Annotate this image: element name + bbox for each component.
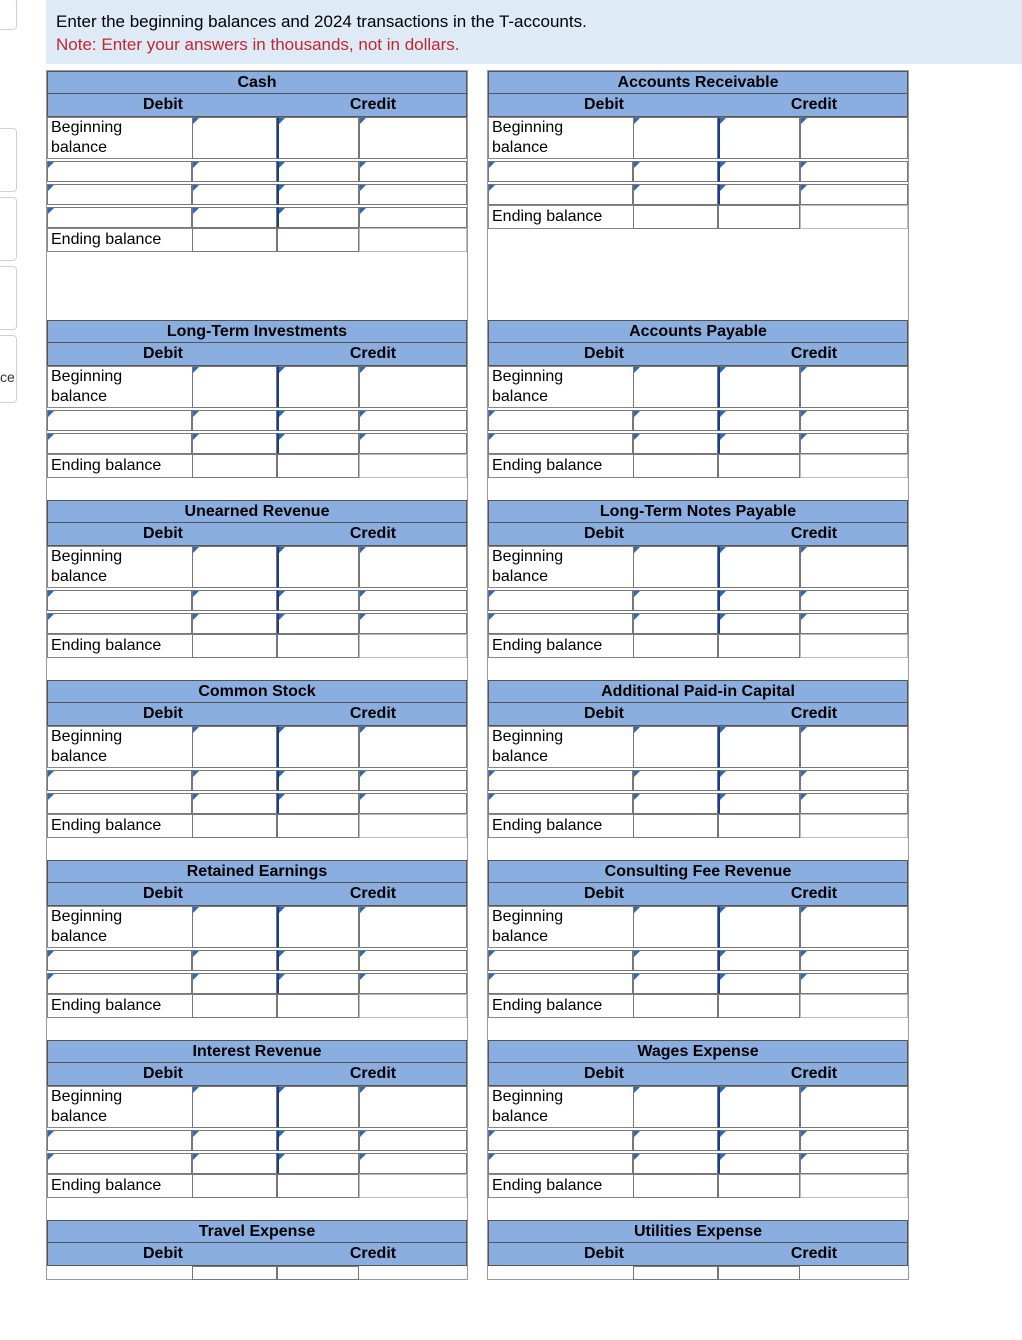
- credit-header: Credit: [790, 885, 838, 902]
- debit-header: Debit: [143, 1245, 183, 1262]
- transaction-amount-input[interactable]: [718, 184, 800, 205]
- transaction-credit-label-input[interactable]: [359, 770, 467, 791]
- instruction-banner: [46, 0, 1022, 64]
- beginning-balance-label: Beginning: [492, 119, 564, 136]
- beginning-credit-amount-input[interactable]: [800, 1086, 908, 1128]
- transaction-amount-input[interactable]: [192, 410, 277, 431]
- transaction-label-input[interactable]: [47, 793, 192, 814]
- transaction-credit-label-input[interactable]: [359, 1130, 467, 1151]
- credit-header: Credit: [349, 1245, 397, 1262]
- transaction-credit-label-input[interactable]: [359, 184, 467, 205]
- transaction-label-input[interactable]: [488, 613, 633, 634]
- ending-balance-label: Ending balance: [51, 457, 162, 474]
- beginning-credit-input[interactable]: [277, 726, 359, 768]
- ending-credit-input[interactable]: [277, 814, 359, 838]
- t-account-wages-expense: [488, 1040, 908, 1340]
- beginning-credit-amount-input[interactable]: [359, 546, 467, 588]
- transaction-amount-input[interactable]: [633, 161, 718, 182]
- ending-credit-input[interactable]: [277, 1174, 359, 1198]
- beginning-debit-input[interactable]: [192, 906, 277, 948]
- ending-debit-input[interactable]: [633, 814, 718, 838]
- beginning-debit-input[interactable]: [633, 1266, 718, 1280]
- beginning-debit-input[interactable]: [633, 366, 718, 408]
- ending-balance-label: Ending balance: [51, 637, 162, 654]
- gutter-tab[interactable]: [0, 197, 17, 261]
- ending-empty-cell: [800, 205, 908, 229]
- debit-header: Debit: [143, 345, 183, 362]
- left-gutter: [0, 0, 18, 1270]
- transaction-amount-input[interactable]: [277, 973, 359, 994]
- transaction-label-input[interactable]: [488, 410, 633, 431]
- ending-balance-label: Ending balance: [492, 997, 603, 1014]
- account-title: Additional Paid-in Capital: [488, 680, 908, 703]
- transaction-credit-label-input[interactable]: [800, 973, 908, 994]
- transaction-amount-input[interactable]: [633, 590, 718, 611]
- credit-header: Credit: [790, 96, 838, 113]
- beginning-debit-input[interactable]: [633, 906, 718, 948]
- ending-empty-cell: [359, 228, 467, 252]
- transaction-label-input[interactable]: [47, 184, 192, 205]
- credit-header: Credit: [790, 1245, 838, 1262]
- transaction-credit-label-input[interactable]: [359, 950, 467, 971]
- transaction-amount-input[interactable]: [633, 973, 718, 994]
- credit-header: Credit: [349, 345, 397, 362]
- transaction-amount-input[interactable]: [192, 950, 277, 971]
- beginning-debit-input[interactable]: [633, 1086, 718, 1128]
- instruction-text: Enter the beginning balances and 2024 transactions in the T-accounts.: [56, 12, 587, 31]
- ending-balance-label: Ending balance: [51, 997, 162, 1014]
- beginning-balance-label: Beginning: [492, 728, 564, 745]
- beginning-credit-amount-input[interactable]: [800, 546, 908, 588]
- transaction-credit-label-input[interactable]: [800, 410, 908, 431]
- debit-header: Debit: [584, 1065, 624, 1082]
- transaction-amount-input[interactable]: [633, 613, 718, 634]
- beginning-credit-input[interactable]: [718, 726, 800, 768]
- beginning-credit-input[interactable]: [277, 1266, 359, 1280]
- beginning-balance-label: balance: [51, 139, 108, 156]
- beginning-credit-amount-input[interactable]: [800, 366, 908, 408]
- transaction-label-input[interactable]: [47, 770, 192, 791]
- account-title: Unearned Revenue: [47, 500, 467, 523]
- transaction-amount-input[interactable]: [277, 161, 359, 182]
- ending-debit-input[interactable]: [633, 634, 718, 658]
- account-title: Accounts Receivable: [488, 71, 908, 94]
- transaction-amount-input[interactable]: [192, 207, 277, 228]
- transaction-amount-input[interactable]: [633, 184, 718, 205]
- ending-empty-cell: [800, 1174, 908, 1198]
- ending-empty-cell: [800, 814, 908, 838]
- t-account-travel-expense: [47, 1220, 467, 1280]
- t-account-utilities-expense: [488, 1220, 908, 1280]
- ending-credit-input[interactable]: [277, 634, 359, 658]
- debit-credit-header: [47, 94, 467, 117]
- ending-debit-input[interactable]: [633, 994, 718, 1018]
- ending-balance-label: Ending balance: [492, 637, 603, 654]
- transaction-amount-input[interactable]: [718, 161, 800, 182]
- ending-balance-label: Ending balance: [51, 1177, 162, 1194]
- transaction-label-input[interactable]: [488, 950, 633, 971]
- ending-debit-input[interactable]: [192, 1174, 277, 1198]
- beginning-credit-input[interactable]: [718, 366, 800, 408]
- ending-credit-input[interactable]: [718, 454, 800, 478]
- transaction-label-input[interactable]: [47, 1153, 192, 1174]
- ending-credit-input[interactable]: [718, 814, 800, 838]
- beginning-credit-input[interactable]: [277, 366, 359, 408]
- transaction-label-input[interactable]: [47, 950, 192, 971]
- debit-credit-header: [47, 703, 467, 726]
- ending-balance-label: Ending balance: [51, 817, 162, 834]
- ending-balance-label: Ending balance: [492, 208, 603, 225]
- transaction-label-input[interactable]: [488, 1130, 633, 1151]
- account-title: Common Stock: [47, 680, 467, 703]
- transaction-amount-input[interactable]: [633, 1153, 718, 1174]
- ending-debit-input[interactable]: [192, 228, 277, 252]
- transaction-amount-input[interactable]: [277, 613, 359, 634]
- transaction-amount-input[interactable]: [718, 793, 800, 814]
- beginning-debit-input[interactable]: [192, 366, 277, 408]
- t-account-interest-revenue: [47, 1040, 467, 1340]
- beginning-balance-label: Beginning: [492, 1088, 564, 1105]
- credit-header: Credit: [349, 885, 397, 902]
- credit-header: Credit: [790, 345, 838, 362]
- transaction-label-input[interactable]: [488, 433, 633, 454]
- transaction-amount-input[interactable]: [718, 590, 800, 611]
- account-title: Wages Expense: [488, 1040, 908, 1063]
- transaction-credit-label-input[interactable]: [800, 613, 908, 634]
- transaction-amount-input[interactable]: [718, 410, 800, 431]
- beginning-credit-input[interactable]: [718, 1266, 800, 1280]
- transaction-amount-input[interactable]: [277, 1130, 359, 1151]
- transaction-amount-input[interactable]: [718, 1153, 800, 1174]
- transaction-amount-input[interactable]: [192, 184, 277, 205]
- transaction-amount-input[interactable]: [192, 613, 277, 634]
- debit-header: Debit: [584, 96, 624, 113]
- transaction-label-input[interactable]: [488, 973, 633, 994]
- beginning-credit-amount-input[interactable]: [800, 906, 908, 948]
- beginning-credit-amount-input[interactable]: [800, 726, 908, 768]
- transaction-label-input[interactable]: [488, 1153, 633, 1174]
- account-title: Long-Term Investments: [47, 320, 467, 343]
- debit-credit-header: [47, 1243, 467, 1266]
- debit-credit-header: [488, 1063, 908, 1086]
- account-title: Cash: [47, 71, 467, 94]
- ending-empty-cell: [359, 634, 467, 658]
- beginning-balance-label: balance: [492, 568, 549, 585]
- beginning-debit-input[interactable]: [633, 117, 718, 159]
- account-title: Consulting Fee Revenue: [488, 860, 908, 883]
- ending-debit-input[interactable]: [192, 634, 277, 658]
- ending-empty-cell: [359, 454, 467, 478]
- beginning-credit-amount-input[interactable]: [800, 117, 908, 159]
- debit-header: Debit: [584, 1245, 624, 1262]
- credit-header: Credit: [790, 1065, 838, 1082]
- transaction-credit-label-input[interactable]: [800, 1153, 908, 1174]
- transaction-amount-input[interactable]: [192, 433, 277, 454]
- transaction-amount-input[interactable]: [192, 793, 277, 814]
- debit-header: Debit: [143, 96, 183, 113]
- beginning-credit-amount-input[interactable]: [359, 1086, 467, 1128]
- ending-credit-input[interactable]: [277, 454, 359, 478]
- beginning-credit-amount-input[interactable]: [359, 117, 467, 159]
- ending-empty-cell: [359, 994, 467, 1018]
- ending-debit-input[interactable]: [633, 454, 718, 478]
- debit-credit-header: [47, 1063, 467, 1086]
- account-title: Utilities Expense: [488, 1220, 908, 1243]
- beginning-debit-input[interactable]: [633, 726, 718, 768]
- transaction-credit-label-input[interactable]: [800, 161, 908, 182]
- beginning-debit-input[interactable]: [192, 726, 277, 768]
- ending-empty-cell: [800, 454, 908, 478]
- gutter-label: ce: [0, 369, 15, 385]
- debit-header: Debit: [143, 525, 183, 542]
- beginning-balance-label: balance: [51, 568, 108, 585]
- beginning-balance-label: balance: [51, 1108, 108, 1125]
- transaction-label-input[interactable]: [488, 161, 633, 182]
- transaction-amount-input[interactable]: [633, 410, 718, 431]
- beginning-debit-input[interactable]: [192, 546, 277, 588]
- ending-debit-input[interactable]: [192, 454, 277, 478]
- beginning-credit-input[interactable]: [718, 117, 800, 159]
- account-title: Accounts Payable: [488, 320, 908, 343]
- transaction-credit-label-input[interactable]: [800, 770, 908, 791]
- account-title: Long-Term Notes Payable: [488, 500, 908, 523]
- ending-empty-cell: [800, 994, 908, 1018]
- ending-debit-input[interactable]: [192, 994, 277, 1018]
- transaction-amount-input[interactable]: [277, 590, 359, 611]
- beginning-balance-label: balance: [51, 928, 108, 945]
- transaction-amount-input[interactable]: [633, 433, 718, 454]
- ending-credit-input[interactable]: [718, 634, 800, 658]
- transaction-label-input[interactable]: [47, 613, 192, 634]
- ending-credit-input[interactable]: [277, 228, 359, 252]
- beginning-debit-input[interactable]: [192, 117, 277, 159]
- account-title: Retained Earnings: [47, 860, 467, 883]
- transaction-credit-label-input[interactable]: [359, 161, 467, 182]
- beginning-balance-label: Beginning: [51, 728, 123, 745]
- transaction-amount-input[interactable]: [718, 433, 800, 454]
- gutter-tab[interactable]: [0, 266, 17, 330]
- transaction-amount-input[interactable]: [192, 1153, 277, 1174]
- transaction-label-input[interactable]: [47, 207, 192, 228]
- transaction-credit-label-input[interactable]: [359, 410, 467, 431]
- beginning-balance-label: Beginning: [51, 119, 123, 136]
- transaction-amount-input[interactable]: [718, 770, 800, 791]
- transaction-credit-label-input[interactable]: [359, 973, 467, 994]
- beginning-credit-input[interactable]: [277, 117, 359, 159]
- ending-credit-input[interactable]: [718, 1174, 800, 1198]
- beginning-credit-input[interactable]: [718, 546, 800, 588]
- beginning-balance-label: Beginning: [51, 908, 123, 925]
- beginning-balance-label: Beginning: [51, 368, 123, 385]
- beginning-balance-label: balance: [492, 1108, 549, 1125]
- transaction-amount-input[interactable]: [633, 770, 718, 791]
- debit-header: Debit: [584, 345, 624, 362]
- beginning-balance-label: Beginning: [51, 548, 123, 565]
- beginning-credit-input[interactable]: [277, 1086, 359, 1128]
- transaction-label-input[interactable]: [47, 161, 192, 182]
- beginning-balance-label: balance: [492, 139, 549, 156]
- transaction-amount-input[interactable]: [277, 433, 359, 454]
- ending-balance-label: Ending balance: [492, 457, 603, 474]
- beginning-balance-label: Beginning: [492, 548, 564, 565]
- transaction-amount-input[interactable]: [277, 770, 359, 791]
- beginning-balance-label: Beginning: [492, 368, 564, 385]
- transaction-amount-input[interactable]: [633, 950, 718, 971]
- transaction-label-input[interactable]: [47, 410, 192, 431]
- debit-header: Debit: [584, 885, 624, 902]
- transaction-amount-input[interactable]: [277, 1153, 359, 1174]
- debit-credit-header: [488, 343, 908, 366]
- ending-balance-label: Ending balance: [51, 231, 162, 248]
- beginning-balance-label: balance: [492, 748, 549, 765]
- transaction-amount-input[interactable]: [277, 950, 359, 971]
- beginning-debit-input[interactable]: [192, 1266, 277, 1280]
- transaction-label-input[interactable]: [488, 184, 633, 205]
- beginning-balance-label: balance: [51, 388, 108, 405]
- credit-header: Credit: [349, 705, 397, 722]
- credit-header: Credit: [790, 705, 838, 722]
- account-title: Travel Expense: [47, 1220, 467, 1243]
- beginning-credit-input[interactable]: [277, 906, 359, 948]
- transaction-label-input[interactable]: [47, 1130, 192, 1151]
- transaction-credit-label-input[interactable]: [800, 1130, 908, 1151]
- ending-debit-input[interactable]: [633, 1174, 718, 1198]
- transaction-label-input[interactable]: [488, 590, 633, 611]
- beginning-debit-input[interactable]: [633, 546, 718, 588]
- debit-header: Debit: [584, 705, 624, 722]
- ending-balance-label: Ending balance: [492, 1177, 603, 1194]
- transaction-amount-input[interactable]: [277, 410, 359, 431]
- beginning-credit-input[interactable]: [277, 546, 359, 588]
- credit-header: Credit: [349, 1065, 397, 1082]
- debit-credit-header: [488, 883, 908, 906]
- debit-credit-header: [47, 523, 467, 546]
- transaction-label-input[interactable]: [47, 590, 192, 611]
- transaction-credit-label-input[interactable]: [359, 207, 467, 228]
- transaction-credit-label-input[interactable]: [800, 793, 908, 814]
- debit-header: Debit: [143, 1065, 183, 1082]
- ending-credit-input[interactable]: [277, 994, 359, 1018]
- credit-header: Credit: [349, 96, 397, 113]
- credit-header: Credit: [349, 525, 397, 542]
- ending-balance-label: Ending balance: [492, 817, 603, 834]
- account-title: Interest Revenue: [47, 1040, 467, 1063]
- transaction-amount-input[interactable]: [192, 161, 277, 182]
- gutter-tab[interactable]: [0, 0, 17, 30]
- debit-credit-header: [488, 523, 908, 546]
- ending-empty-cell: [359, 814, 467, 838]
- transaction-amount-input[interactable]: [718, 1130, 800, 1151]
- ending-credit-input[interactable]: [718, 994, 800, 1018]
- transaction-credit-label-input[interactable]: [359, 613, 467, 634]
- transaction-credit-label-input[interactable]: [359, 793, 467, 814]
- beginning-balance-label: Beginning: [492, 908, 564, 925]
- transaction-amount-input[interactable]: [633, 1130, 718, 1151]
- ending-empty-cell: [359, 1174, 467, 1198]
- debit-credit-header: [47, 883, 467, 906]
- debit-credit-header: [488, 703, 908, 726]
- beginning-balance-label: balance: [492, 388, 549, 405]
- transaction-label-input[interactable]: [488, 793, 633, 814]
- beginning-balance-label: balance: [51, 748, 108, 765]
- transaction-amount-input[interactable]: [718, 613, 800, 634]
- debit-credit-header: [488, 1243, 908, 1266]
- credit-header: Credit: [790, 525, 838, 542]
- debit-credit-header: [47, 343, 467, 366]
- ending-debit-input[interactable]: [633, 205, 718, 229]
- transaction-credit-label-input[interactable]: [800, 950, 908, 971]
- transaction-label-input[interactable]: [47, 973, 192, 994]
- transaction-amount-input[interactable]: [192, 590, 277, 611]
- transaction-label-input[interactable]: [488, 770, 633, 791]
- beginning-credit-amount-input[interactable]: [359, 906, 467, 948]
- beginning-credit-input[interactable]: [718, 1086, 800, 1128]
- transaction-label-input[interactable]: [47, 433, 192, 454]
- transaction-credit-label-input[interactable]: [359, 590, 467, 611]
- transaction-amount-input[interactable]: [718, 973, 800, 994]
- transaction-amount-input[interactable]: [277, 184, 359, 205]
- transaction-credit-label-input[interactable]: [800, 590, 908, 611]
- transaction-amount-input[interactable]: [192, 973, 277, 994]
- beginning-balance-label: Beginning: [51, 1088, 123, 1105]
- transaction-amount-input[interactable]: [633, 793, 718, 814]
- transaction-credit-label-input[interactable]: [800, 184, 908, 205]
- ending-empty-cell: [800, 634, 908, 658]
- debit-credit-header: [488, 94, 908, 117]
- ending-credit-input[interactable]: [718, 205, 800, 229]
- transaction-credit-label-input[interactable]: [359, 1153, 467, 1174]
- beginning-debit-input[interactable]: [192, 1086, 277, 1128]
- transaction-amount-input[interactable]: [192, 770, 277, 791]
- gutter-tab[interactable]: [0, 128, 17, 192]
- debit-header: Debit: [143, 885, 183, 902]
- transaction-credit-label-input[interactable]: [800, 433, 908, 454]
- beginning-credit-amount-input[interactable]: [359, 726, 467, 768]
- transaction-amount-input[interactable]: [718, 950, 800, 971]
- instruction-note: Note: Enter your answers in thousands, not in dollars.: [56, 35, 460, 54]
- transaction-amount-input[interactable]: [277, 207, 359, 228]
- transaction-amount-input[interactable]: [277, 793, 359, 814]
- debit-header: Debit: [143, 705, 183, 722]
- beginning-credit-input[interactable]: [718, 906, 800, 948]
- ending-debit-input[interactable]: [192, 814, 277, 838]
- transaction-credit-label-input[interactable]: [359, 433, 467, 454]
- beginning-credit-amount-input[interactable]: [359, 366, 467, 408]
- transaction-amount-input[interactable]: [192, 1130, 277, 1151]
- debit-header: Debit: [584, 525, 624, 542]
- beginning-balance-label: balance: [492, 928, 549, 945]
